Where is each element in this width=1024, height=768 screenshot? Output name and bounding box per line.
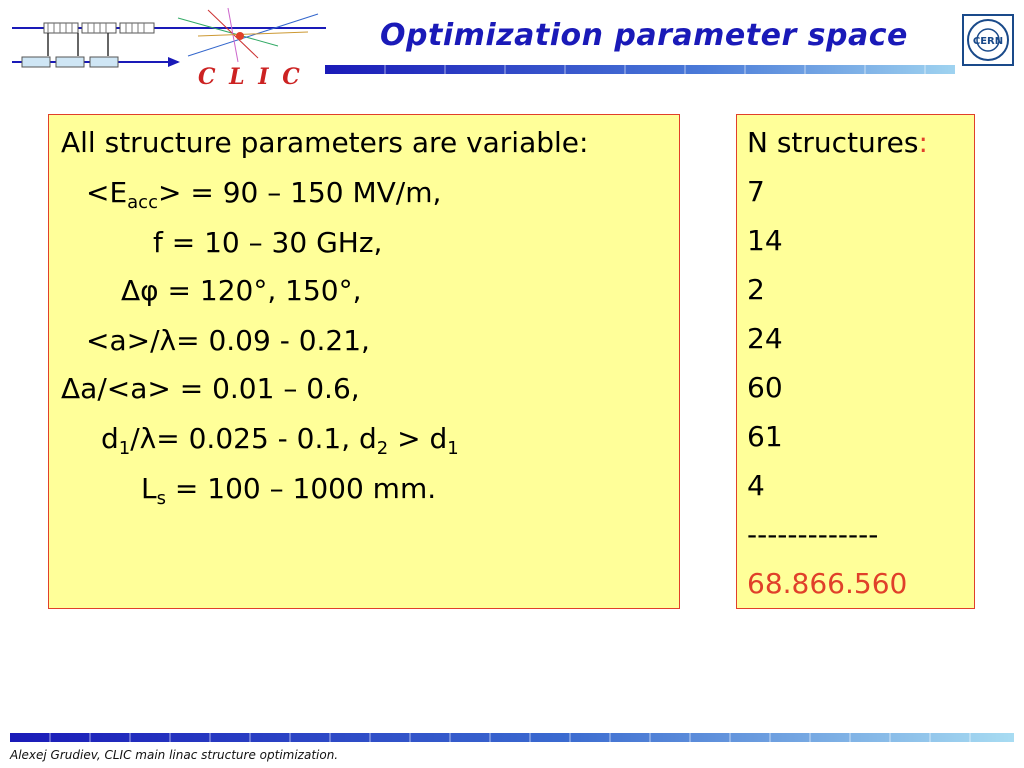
count-value: 61 [747, 420, 783, 453]
count-heading: N structures: [747, 126, 928, 159]
count-separator: ------------- [747, 518, 879, 551]
count-value: 4 [747, 469, 765, 502]
cern-logo [962, 14, 1014, 66]
params-intro: All structure parameters are variable: [61, 126, 589, 159]
param-iris-thickness: $d_1/\lambda= 0.025 - 0.1$, $d_2 > d_1$ [101, 422, 459, 459]
footer-author: Alexej Grudiev, CLIC main linac structure optimization. [10, 748, 339, 762]
count-value: 7 [747, 175, 765, 208]
clic-logo-text: C L I C [198, 64, 303, 90]
title-decor-bar [325, 59, 955, 68]
footer-decor-bar [10, 727, 1014, 736]
param-phase-advance: Δφ = 120°, 150°, [121, 274, 362, 307]
cern-logo-text: CERN [972, 36, 1004, 47]
clic-logo-graphic [8, 6, 328, 90]
count-total: 68.866.560 [747, 567, 908, 600]
param-frequency: f = 10 – 30 GHz, [153, 226, 383, 259]
count-value: 14 [747, 224, 783, 257]
param-structure-length: $L_s = 100 - 1000$ mm. [141, 472, 437, 509]
param-taper: Δa/<a> = 0.01 – 0.6, [61, 372, 360, 405]
slide-title: Optimization parameter space [380, 18, 908, 53]
param-eacc: $<E_{acc}> = 90 - 150$ MV/m, [86, 176, 442, 213]
count-value: 2 [747, 273, 765, 306]
param-aperture: <a>/λ= 0.09 - 0.21, [86, 324, 370, 357]
parameters-box [48, 114, 680, 609]
structure-count-box [736, 114, 975, 609]
count-value: 24 [747, 322, 783, 355]
clic-logo [8, 6, 328, 90]
count-value: 60 [747, 371, 783, 404]
